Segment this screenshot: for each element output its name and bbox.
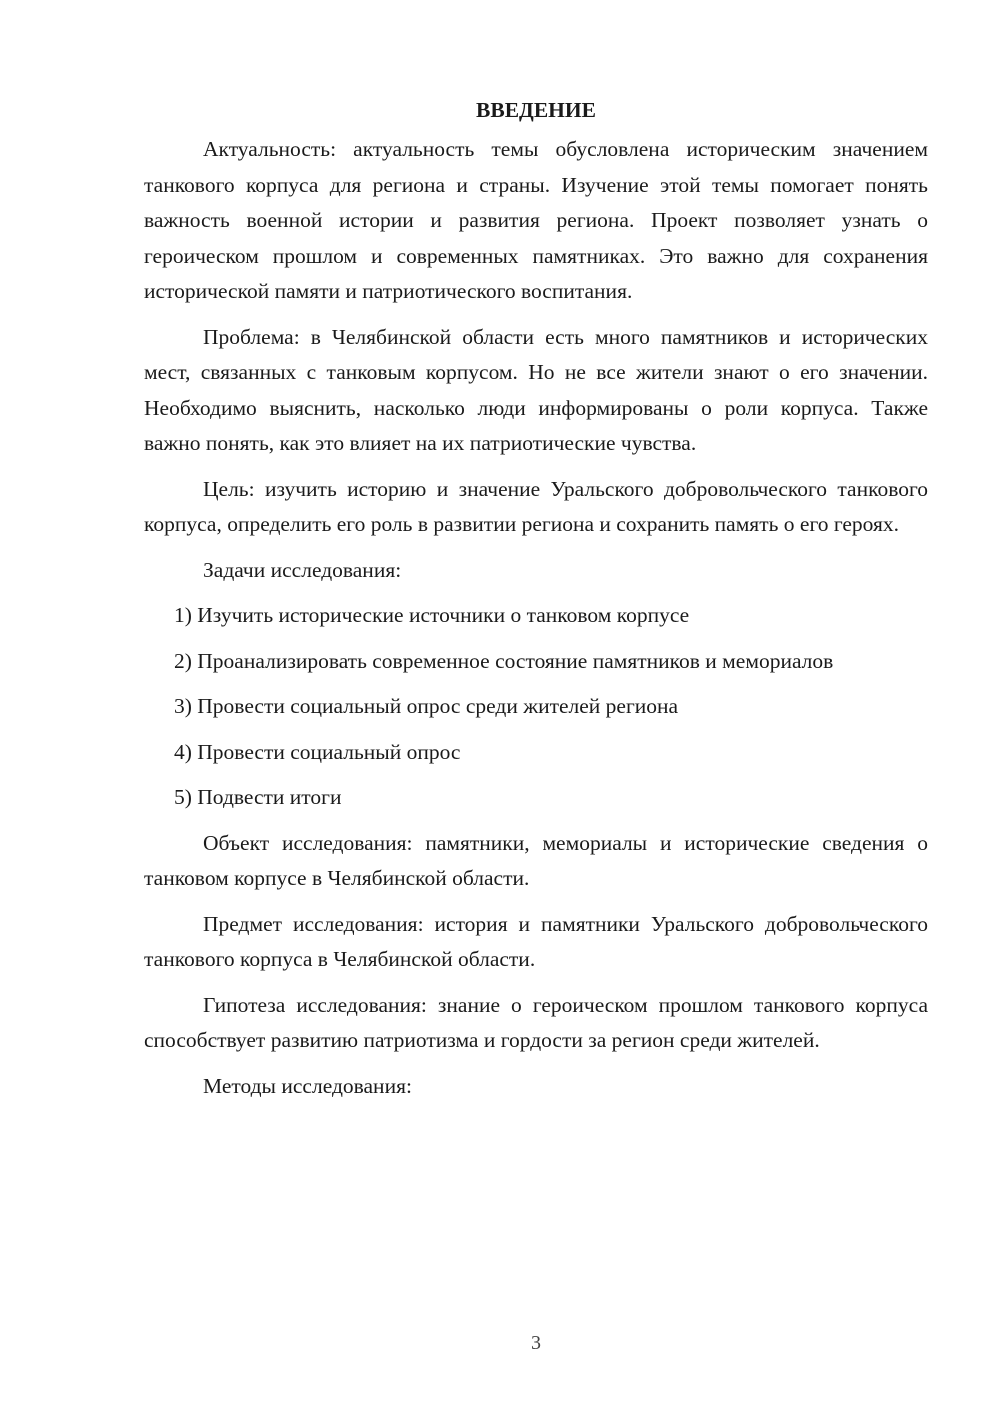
document-title: ВВЕДЕНИЕ — [476, 98, 596, 122]
task-item-2: 2) Проанализировать современное состояние памятников и мемориалов — [174, 648, 834, 673]
task-item-1: 1) Изучить исторические источники о танковом корпусе — [174, 603, 690, 627]
paragraph-hypothesis: Гипотеза исследования: знание о героическом прошлом танкового корпуса способствует развитию патриотизма и гордости за регион среди жителей. — [144, 992, 928, 1052]
paragraph-goal: Цель: изучить историю и значение Уральского добровольческого танкового корпуса, определить его роль в развитии региона и сохранить память о его героях. — [144, 476, 928, 536]
paragraph-relevance: Актуальность: актуальность темы обусловлена историческим значением танкового корпуса для региона и страны. Изучение этой темы помогает понять важность военной истории и развития региона. Проект позволяет узнать о героическом прошлом и современных памятниках. Это важно для сохранения исторической памяти и патриотического воспитания. — [144, 137, 928, 303]
task-item-3: 3) Провести социальный опрос среди жителей региона — [174, 694, 679, 718]
paragraph-object: Объект исследования: памятники, мемориалы и исторические сведения о танковом корпусе в Челябинской области. — [144, 830, 928, 890]
methods-heading: Методы исследования: — [203, 1073, 412, 1098]
document-page — [144, 92, 928, 1104]
page-number: 3 — [531, 1332, 541, 1354]
paragraph-problem: Проблема: в Челябинской области есть много памятников и исторических мест, связанных с танковым корпусом. Но не все жители знают о его значении. Необходимо выяснить, насколько люди информированы о роли корпуса. Также важно понять, как это влияет на их патриотические чувства. — [144, 324, 928, 455]
tasks-heading: Задачи исследования: — [203, 557, 402, 582]
task-item-5: 5) Подвести итоги — [174, 785, 342, 809]
task-item-4: 4) Провести социальный опрос — [174, 739, 461, 764]
paragraph-subject: Предмет исследования: история и памятники Уральского добровольческого танкового корпуса в Челябинской области. — [144, 911, 928, 971]
